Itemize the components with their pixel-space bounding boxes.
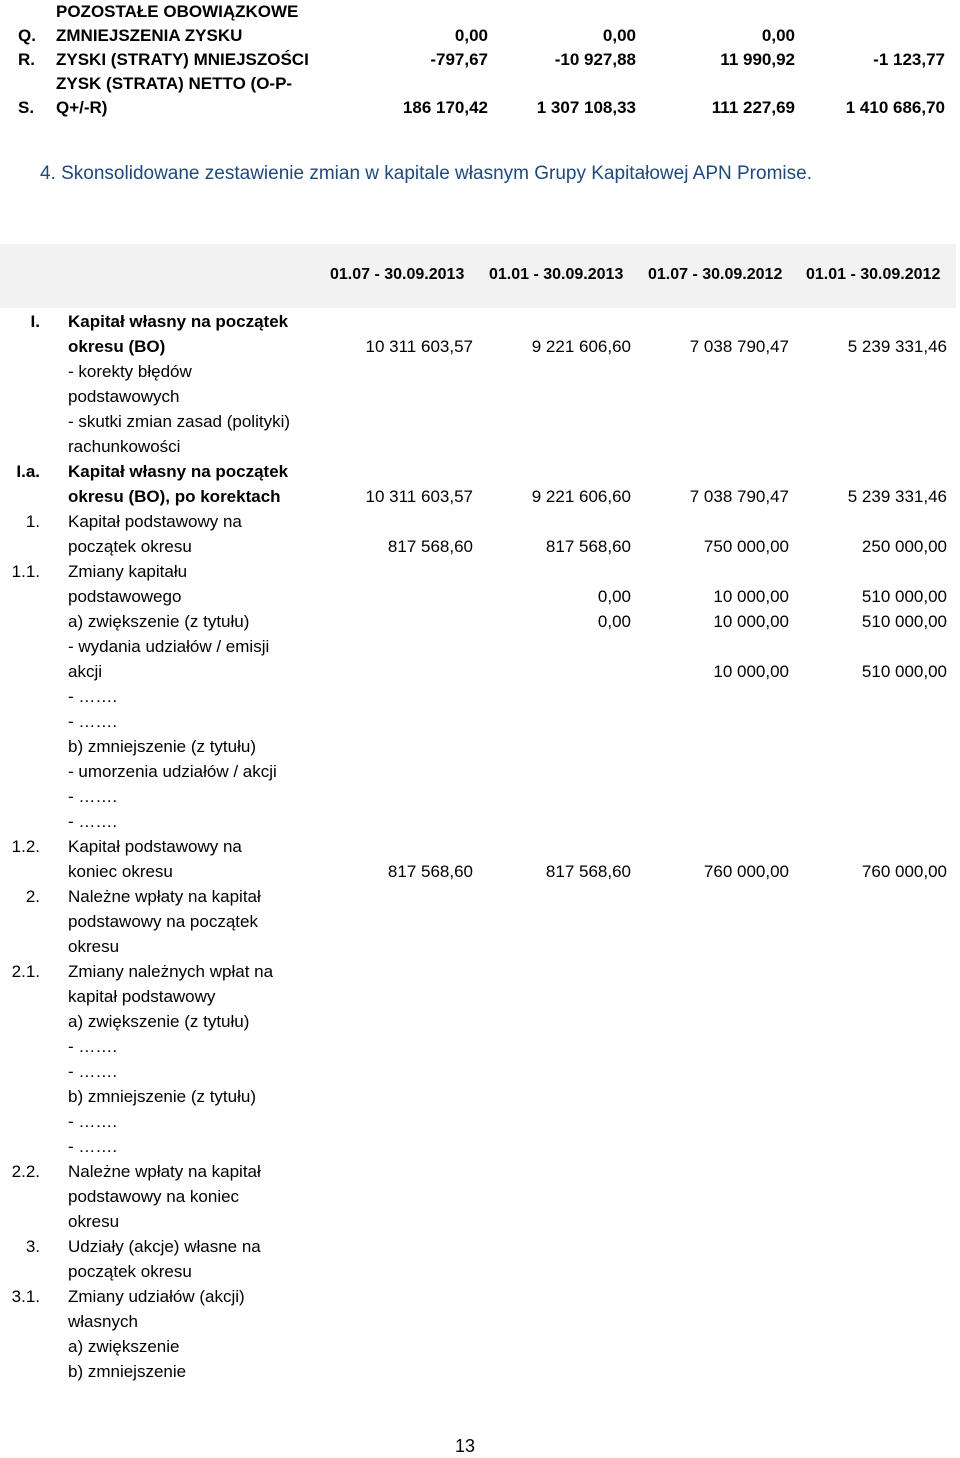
row-label: podstawowego — [68, 587, 182, 606]
row-value: 0,00 — [761, 26, 795, 45]
page-number: 13 — [454, 1436, 476, 1456]
row-code: Q. — [18, 26, 36, 45]
row-label: a) zwiększenie (z tytułu) — [68, 1012, 250, 1031]
row-label: Udziały (akcje) własne na — [68, 1237, 261, 1256]
row-label: - ……. — [68, 1062, 118, 1081]
row-label: akcji — [68, 662, 103, 681]
row-label: kapitał podstawowy — [68, 987, 216, 1006]
row-label: - ……. — [68, 787, 118, 806]
row-value: 817 568,60 — [545, 862, 631, 881]
row-label: początek okresu — [68, 537, 192, 556]
row-code: R. — [18, 50, 35, 69]
row-value: 510 000,00 — [861, 662, 947, 681]
row-value: 10 000,00 — [713, 662, 789, 681]
row-value: 817 568,60 — [387, 537, 473, 556]
column-header: 01.07 - 30.09.2012 — [648, 266, 783, 283]
column-header: 01.01 - 30.09.2012 — [806, 266, 941, 283]
row-value: 9 221 606,60 — [531, 487, 631, 506]
row-label: Kapitał podstawowy na — [68, 512, 242, 531]
row-value: 1 307 108,33 — [536, 98, 636, 117]
row-label: własnych — [68, 1312, 138, 1331]
row-label: podstawowy na koniec — [68, 1187, 240, 1206]
row-label: początek okresu — [68, 1262, 192, 1281]
row-label: - skutki zmian zasad (polityki) — [68, 412, 291, 431]
top-row — [0, 24, 960, 48]
row-value: 510 000,00 — [861, 587, 947, 606]
row-value: 5 239 331,46 — [847, 337, 947, 356]
row-code: 2.2. — [11, 1162, 40, 1181]
row-value: 0,00 — [602, 26, 636, 45]
row-code: 1.2. — [11, 837, 40, 856]
row-label: Zmiany kapitału — [68, 562, 188, 581]
row-label: Kapitał własny na początek — [68, 312, 289, 331]
row-code: 1. — [25, 512, 40, 531]
row-label: - umorzenia udziałów / akcji — [68, 762, 277, 781]
row-label: okresu (BO) — [68, 337, 166, 356]
row-code: 1.1. — [11, 562, 40, 581]
row-value: 817 568,60 — [545, 537, 631, 556]
row-value: 10 000,00 — [713, 612, 789, 631]
row-label: rachunkowości — [68, 437, 181, 456]
row-label: - ……. — [68, 812, 118, 831]
row-value: -1 123,77 — [873, 50, 945, 69]
row-label: koniec okresu — [68, 862, 173, 881]
row-label: - korekty błędów — [68, 362, 192, 381]
top-row — [0, 72, 960, 96]
row-label: Kapitał własny na początek — [68, 462, 289, 481]
row-label: okresu (BO), po korektach — [68, 487, 281, 506]
row-value: 7 038 790,47 — [689, 487, 789, 506]
row-value: 10 000,00 — [713, 587, 789, 606]
row-code: I.a. — [16, 462, 40, 481]
top-row — [0, 48, 960, 72]
row-value: 1 410 686,70 — [845, 98, 945, 117]
column-header: 01.07 - 30.09.2013 — [330, 266, 465, 283]
row-label: b) zmniejszenie — [68, 1362, 187, 1381]
row-label: - ……. — [68, 1137, 118, 1156]
row-code: I. — [30, 312, 40, 331]
row-value: 760 000,00 — [703, 862, 789, 881]
row-label: Zmiany należnych wpłat na — [68, 962, 274, 981]
row-label: - wydania udziałów / emisji — [68, 637, 270, 656]
row-label: podstawowych — [68, 387, 180, 406]
row-value: 10 311 603,57 — [365, 337, 473, 356]
row-value: 510 000,00 — [861, 612, 947, 631]
row-label: b) zmniejszenie (z tytułu) — [68, 1087, 257, 1106]
row-value: 186 170,42 — [402, 98, 488, 117]
row-value: 9 221 606,60 — [531, 337, 631, 356]
row-label: Q+/-R) — [56, 98, 108, 117]
row-value: -797,67 — [430, 50, 488, 69]
row-code: 3.1. — [11, 1287, 40, 1306]
row-label: a) zwiększenie (z tytułu) — [68, 612, 250, 631]
row-label: ZYSKI (STRATY) MNIEJSZOŚCI — [56, 50, 309, 69]
top-row — [0, 96, 960, 120]
row-code: 2.1. — [11, 962, 40, 981]
row-code: 3. — [25, 1237, 40, 1256]
section-heading: 4. Skonsolidowane zestawienie zmian w kapitale własnym Grupy Kapitałowej APN Promise. — [40, 163, 812, 184]
row-label: - ……. — [68, 712, 118, 731]
row-value: 111 227,69 — [711, 98, 795, 117]
row-label: b) zmniejszenie (z tytułu) — [68, 737, 257, 756]
row-value: 760 000,00 — [861, 862, 947, 881]
row-value: -10 927,88 — [554, 50, 636, 69]
row-value: 10 311 603,57 — [365, 487, 473, 506]
row-value: 0,00 — [597, 587, 631, 606]
row-value: 250 000,00 — [861, 537, 947, 556]
row-label: Kapitał podstawowy na — [68, 837, 242, 856]
row-label: Należne wpłaty na kapitał — [68, 887, 261, 906]
row-value: 0,00 — [454, 26, 488, 45]
row-value: 5 239 331,46 — [847, 487, 947, 506]
row-code: S. — [18, 98, 35, 117]
row-label: Należne wpłaty na kapitał — [68, 1162, 261, 1181]
row-label: ZMNIEJSZENIA ZYSKU — [56, 26, 243, 45]
row-label: - ……. — [68, 1112, 118, 1131]
row-label: ZYSK (STRATA) NETTO (O-P- — [56, 74, 293, 93]
row-label: Zmiany udziałów (akcji) — [68, 1287, 245, 1306]
top-row — [0, 0, 960, 24]
row-value: 750 000,00 — [703, 537, 789, 556]
row-label: - ……. — [68, 1037, 118, 1056]
row-value: 817 568,60 — [387, 862, 473, 881]
row-value: 0,00 — [597, 612, 631, 631]
row-value: 11 990,92 — [720, 50, 795, 69]
row-label: - ……. — [68, 687, 118, 706]
row-label: okresu — [68, 937, 120, 956]
row-label: POZOSTAŁE OBOWIĄZKOWE — [56, 2, 299, 21]
row-label: podstawowy na początek — [68, 912, 258, 931]
row-label: okresu — [68, 1212, 120, 1231]
row-value: 7 038 790,47 — [689, 337, 789, 356]
row-code: 2. — [25, 887, 40, 906]
row-label: a) zwiększenie — [68, 1337, 180, 1356]
column-header: 01.01 - 30.09.2013 — [489, 266, 624, 283]
